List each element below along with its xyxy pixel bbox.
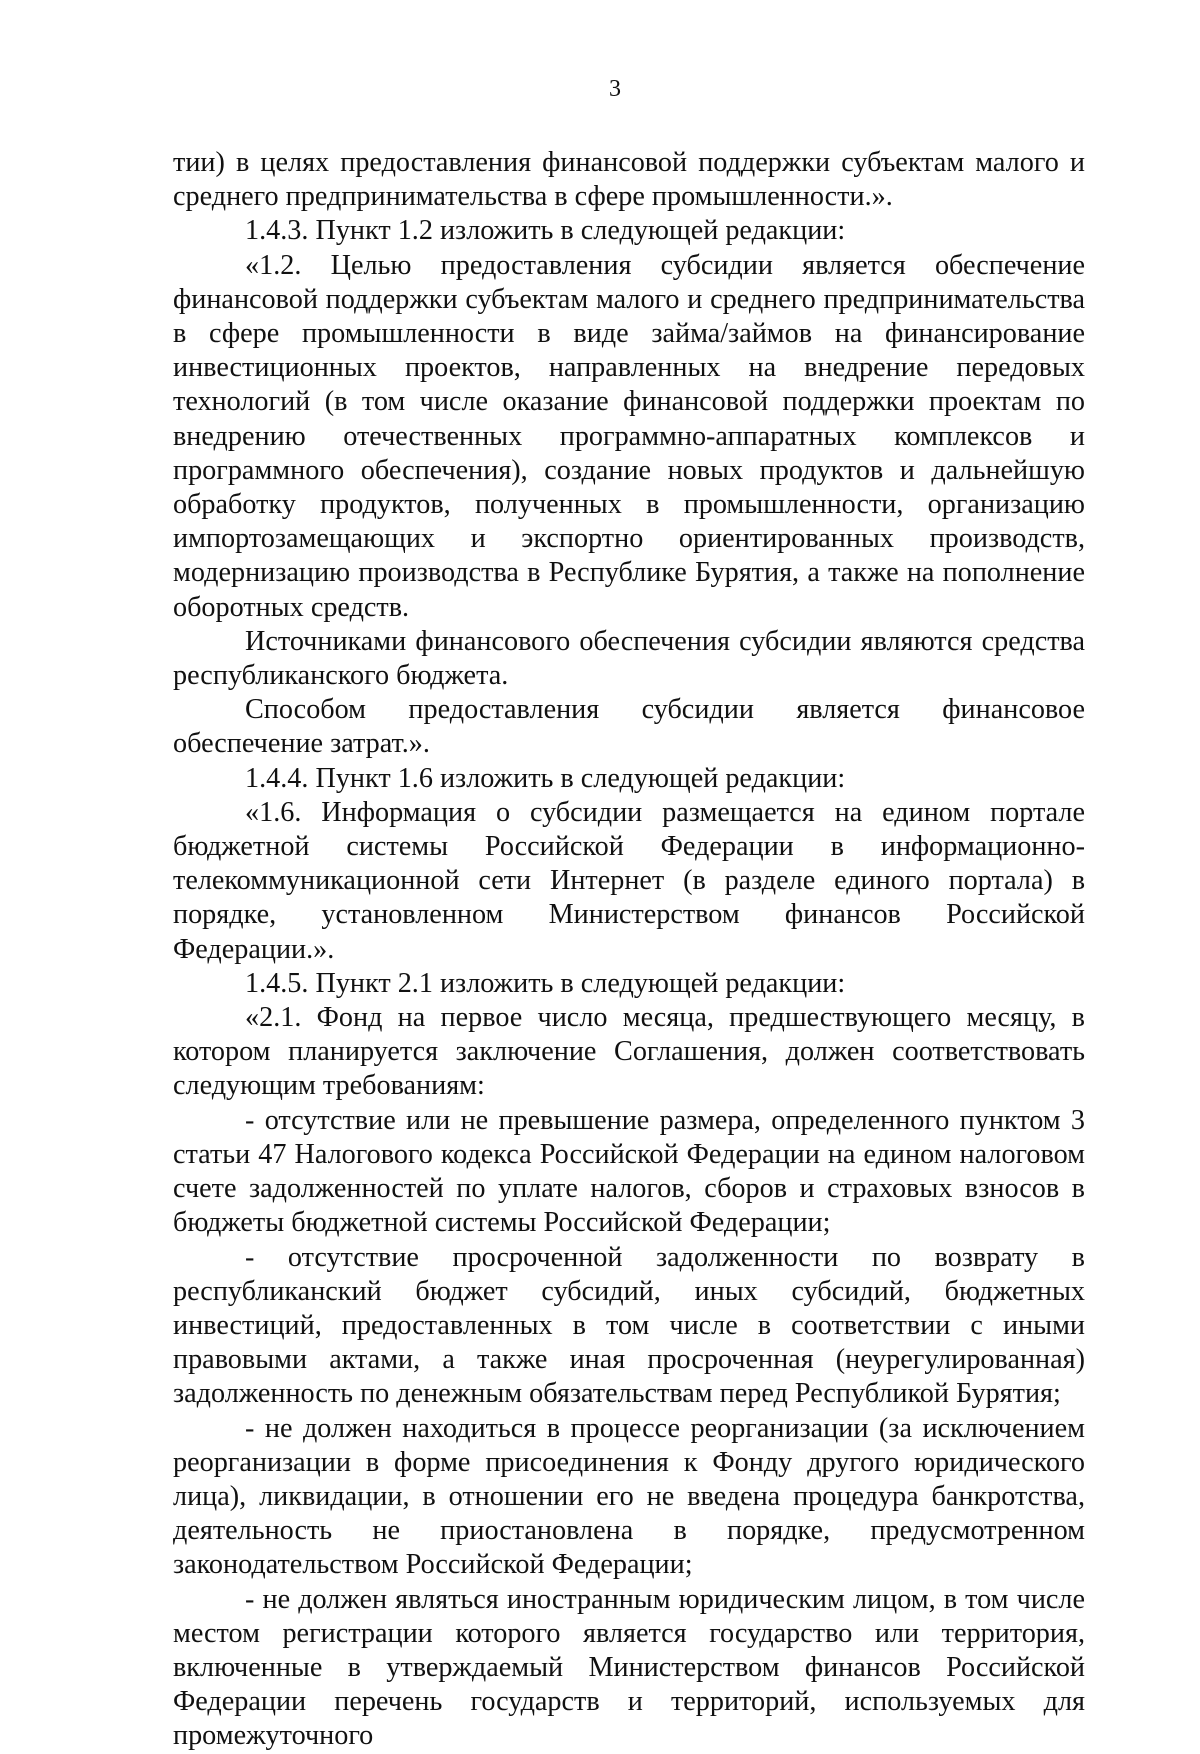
- page-number: 3: [609, 76, 621, 102]
- paragraph-provision-method: Способом предоставления субсидии является финансовое обеспечение затрат.».: [173, 694, 1085, 760]
- paragraph-clause-1-4-5: 1.4.5. Пункт 2.1 изложить в следующей редакции:: [245, 967, 846, 999]
- list-item-overdue-debt: - отсутствие просроченной задолженности по возврату в республиканский бюджет субсидий, иных субсидий, бюджетных инвестиций, предоставленных в том числе в соответствии с иными правовыми актами, а также иная просроченная (неурегулированная) задолженность по денежным обязательствам перед Республикой Бурятия;: [173, 1241, 1085, 1410]
- paragraph-clause-1-4-3: 1.4.3. Пункт 1.2 изложить в следующей редакции:: [245, 215, 846, 247]
- document-body: [173, 146, 1085, 1754]
- paragraph-item-2-1: «2.1. Фонд на первое число месяца, предшествующего месяцу, в котором планируется заключение Соглашения, должен соответствовать следующим требованиям:: [173, 1002, 1085, 1102]
- list-item-reorganization: - не должен находиться в процессе реорганизации (за исключением реорганизации в форме присоединения к Фонду другого юридического лица), ликвидации, в отношении его не введена процедура банкротства, деятельность не приостановлена в порядке, предусмотренном законодательством Российской Федерации;: [173, 1412, 1085, 1581]
- paragraph-funding-sources: Источниками финансового обеспечения субсидии являются средства республиканского бюджета.: [173, 625, 1085, 692]
- list-item-foreign-entity: - не должен являться иностранным юридическим лицом, в том числе местом регистрации которого является государство или территория, включенные в утверждаемый Министерством финансов Российской Федерации перечень государств и территорий, используемых для промежуточного: [173, 1583, 1085, 1752]
- paragraph-clause-1-4-4: 1.4.4. Пункт 1.6 изложить в следующей редакции:: [245, 762, 846, 794]
- paragraph-item-1-2: «1.2. Целью предоставления субсидии является обеспечение финансовой поддержки субъектам малого и среднего предпринимательства в сфере промышленности в виде займа/займов на финансирование инвестиционных проектов, направленных на внедрение передовых технологий (в том числе оказание финансовой поддержки проектам по внедрению отечественных программно-аппаратных комплексов и программного обеспечения), создание новых продуктов и дальнейшую обработку продуктов, полученных в промышленности, организацию импортозамещающих и экспортно ориентированных производств, модернизацию производства в Республике Бурятия, а также на пополнение оборотных средств.: [173, 249, 1085, 623]
- list-item-tax-debt: - отсутствие или не превышение размера, определенного пунктом 3 статьи 47 Налогового кодекса Российской Федерации на едином налоговом счете задолженностей по уплате налогов, сборов и страховых взносов в бюджеты бюджетной системы Российской Федерации;: [173, 1104, 1085, 1239]
- paragraph-continuation: тии) в целях предоставления финансовой поддержки субъектам малого и среднего предпринимательства в сфере промышленности.».: [173, 147, 1085, 213]
- paragraph-item-1-6: «1.6. Информация о субсидии размещается на едином портале бюджетной системы Российской Федерации в информационно-телекоммуникационной сети Интернет (в разделе единого портала) в порядке, установленном Министерством финансов Российской Федерации.».: [173, 796, 1085, 965]
